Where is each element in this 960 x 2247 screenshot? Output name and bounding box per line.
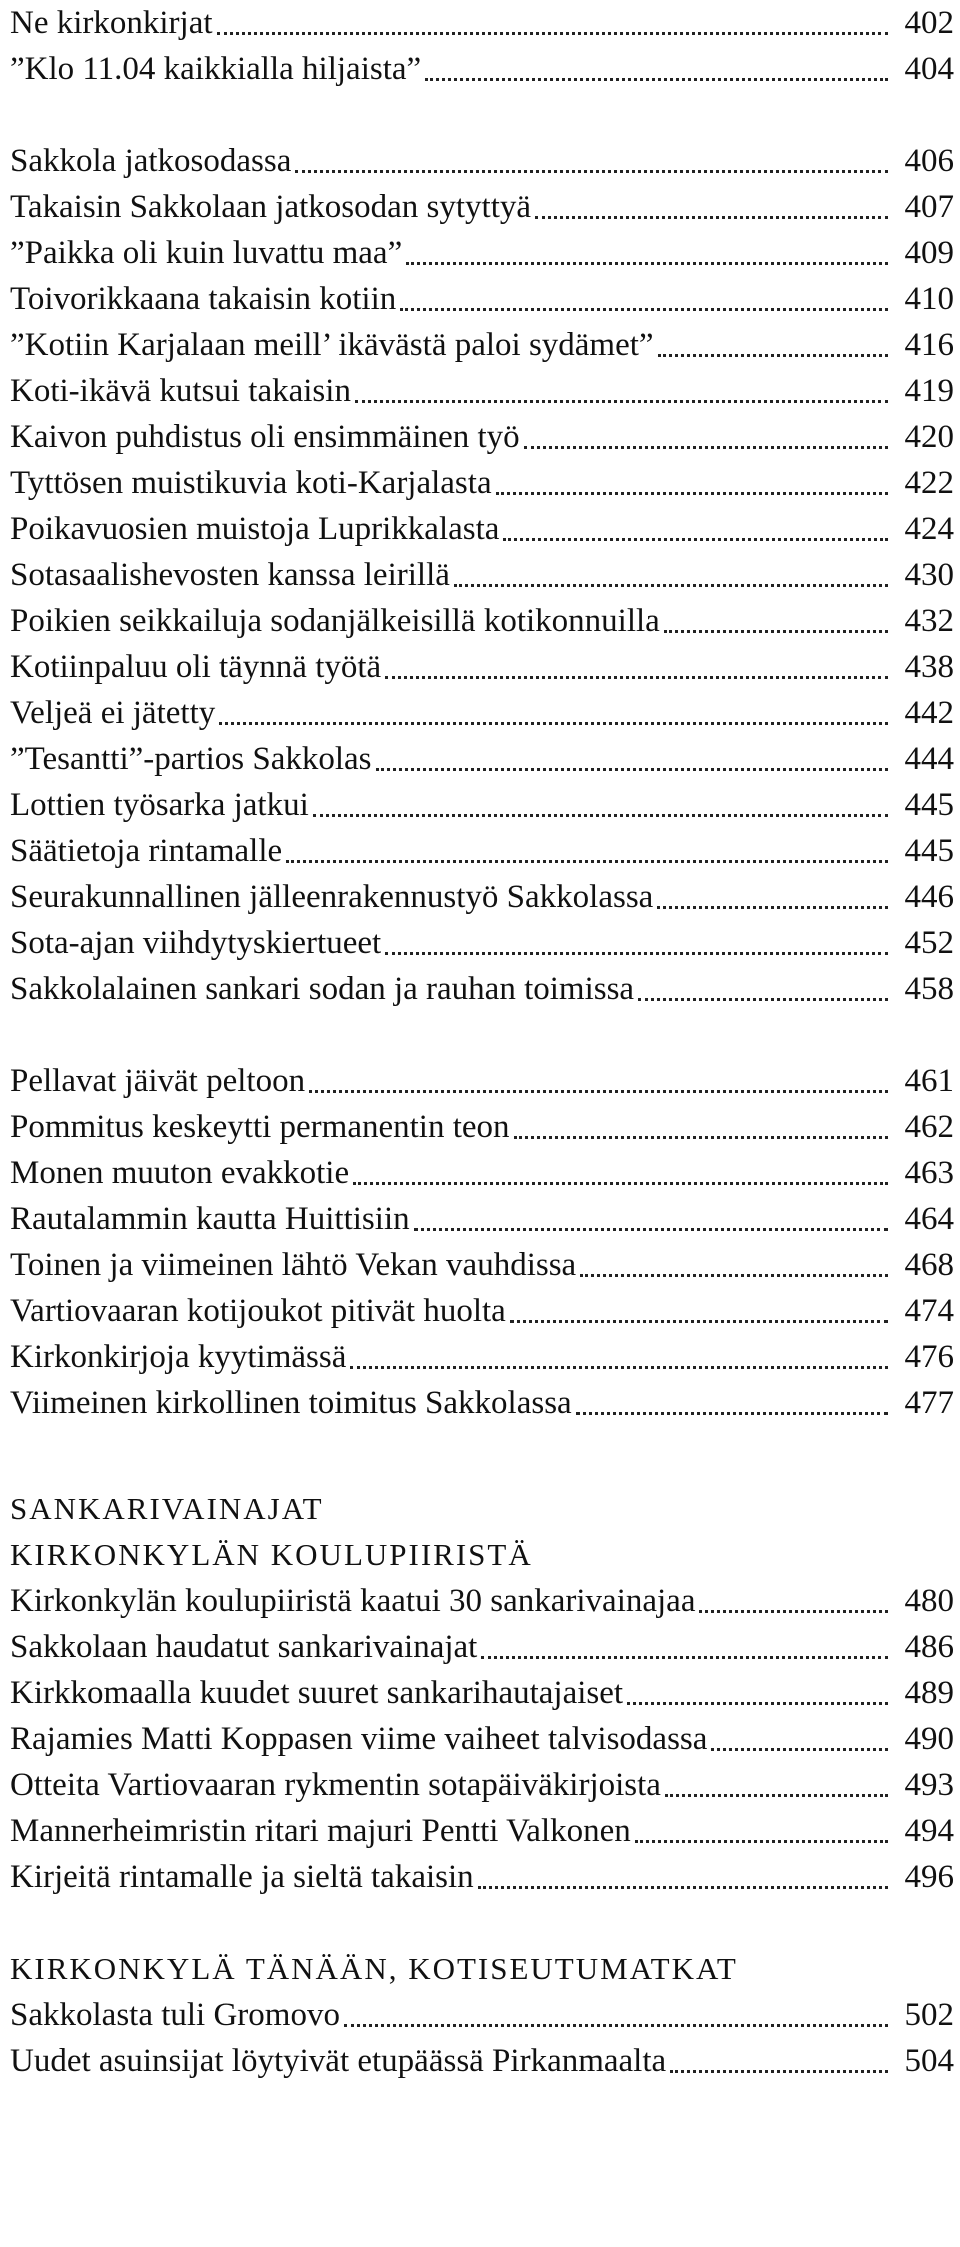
dot-leader xyxy=(353,1182,888,1185)
entry-page-number: 438 xyxy=(904,649,954,685)
entry-page-number: 493 xyxy=(904,1767,954,1803)
toc-entry xyxy=(10,368,954,414)
entry-page-number: 496 xyxy=(904,1859,954,1895)
entry-page-number: 504 xyxy=(904,2043,954,2079)
dot-leader xyxy=(670,2070,888,2073)
dot-leader xyxy=(309,1090,888,1093)
toc-section xyxy=(10,138,954,1012)
toc-entry xyxy=(10,1150,954,1196)
section-gap xyxy=(10,92,954,138)
toc-section xyxy=(10,1486,954,1900)
toc-entry xyxy=(10,966,954,1012)
entry-page-number: 463 xyxy=(904,1155,954,1191)
toc-entry xyxy=(10,506,954,552)
dot-leader xyxy=(478,1886,888,1889)
toc-entry xyxy=(10,1992,954,2038)
entry-page-number: 422 xyxy=(904,465,954,501)
toc-entry xyxy=(10,690,954,736)
toc-entry xyxy=(10,552,954,598)
toc-entry xyxy=(10,1624,954,1670)
entry-page-number: 502 xyxy=(904,1997,954,2033)
dot-leader xyxy=(217,32,888,35)
entry-page-number: 407 xyxy=(904,189,954,225)
entry-page-number: 402 xyxy=(904,5,954,41)
section-heading: KIRKONKYLÄ TÄNÄÄN, KOTISEUTUMATKAT xyxy=(10,1951,738,1986)
entry-title: Kirkonkirjoja kyytimässä xyxy=(10,1339,347,1375)
dot-leader xyxy=(699,1610,888,1613)
toc-entry xyxy=(10,322,954,368)
toc-entry xyxy=(10,138,954,184)
entry-title: Ne kirkonkirjat xyxy=(10,5,213,41)
dot-leader xyxy=(576,1412,888,1415)
entry-title: Kirkkomaalla kuudet suuret sankarihautajaiset xyxy=(10,1675,624,1711)
entry-page-number: 430 xyxy=(904,557,954,593)
entry-page-number: 445 xyxy=(904,833,954,869)
entry-page-number: 486 xyxy=(904,1629,954,1665)
entry-page-number: 462 xyxy=(904,1109,954,1145)
toc-entry xyxy=(10,2038,954,2084)
entry-title: Toinen ja viimeinen lähtö Vekan vauhdissa xyxy=(10,1247,577,1283)
entry-title: Poikavuosien muistoja Luprikkalasta xyxy=(10,511,500,547)
entry-page-number: 461 xyxy=(904,1063,954,1099)
entry-title: Sakkolaan haudatut sankarivainajat xyxy=(10,1629,478,1665)
entry-title: Toivorikkaana takaisin kotiin xyxy=(10,281,397,317)
dot-leader xyxy=(414,1228,888,1231)
entry-page-number: 464 xyxy=(904,1201,954,1237)
dot-leader xyxy=(635,1840,888,1843)
dot-leader xyxy=(627,1702,888,1705)
dot-leader xyxy=(286,860,888,863)
entry-title: ”Tesantti”-partios Sakkolas xyxy=(10,741,372,777)
entry-title: Monen muuton evakkotie xyxy=(10,1155,350,1191)
dot-leader xyxy=(638,998,888,1001)
entry-page-number: 424 xyxy=(904,511,954,547)
toc-entry xyxy=(10,782,954,828)
entry-title: Sotasaalishevosten kanssa leirillä xyxy=(10,557,450,593)
toc-entry xyxy=(10,1380,954,1426)
dot-leader xyxy=(344,2024,888,2027)
toc-entry xyxy=(10,736,954,782)
dot-leader xyxy=(510,1320,888,1323)
entry-title: Koti-ikävä kutsui takaisin xyxy=(10,373,351,409)
entry-page-number: 476 xyxy=(904,1339,954,1375)
entry-title: ”Paikka oli kuin luvattu maa” xyxy=(10,235,403,271)
entry-title: Viimeinen kirkollinen toimitus Sakkolassa xyxy=(10,1385,572,1421)
entry-page-number: 458 xyxy=(904,971,954,1007)
entry-page-number: 442 xyxy=(904,695,954,731)
toc-entry xyxy=(10,0,954,46)
entry-title: ”Klo 11.04 kaikkialla hiljaista” xyxy=(10,51,422,87)
dot-leader xyxy=(664,630,888,633)
dot-leader xyxy=(503,538,888,541)
dot-leader xyxy=(355,400,888,403)
entry-page-number: 477 xyxy=(904,1385,954,1421)
section-gap xyxy=(10,1426,954,1486)
entry-page-number: 406 xyxy=(904,143,954,179)
entry-page-number: 468 xyxy=(904,1247,954,1283)
entry-page-number: 445 xyxy=(904,787,954,823)
toc-entry xyxy=(10,598,954,644)
entry-title: ”Kotiin Karjalaan meill’ ikävästä paloi sydämet” xyxy=(10,327,654,363)
toc-section xyxy=(10,0,954,92)
dot-leader xyxy=(376,768,888,771)
toc-entry xyxy=(10,644,954,690)
entry-title: Sakkolalainen sankari sodan ja rauhan toimissa xyxy=(10,971,635,1007)
dot-leader xyxy=(295,170,888,173)
toc-entry xyxy=(10,1196,954,1242)
entry-title: Seurakunnallinen jälleenrakennustyö Sakkolassa xyxy=(10,879,654,915)
toc-entry xyxy=(10,460,954,506)
entry-title: Pommitus keskeytti permanentin teon xyxy=(10,1109,510,1145)
entry-page-number: 452 xyxy=(904,925,954,961)
dot-leader xyxy=(524,446,888,449)
entry-title: Mannerheimristin ritari majuri Pentti Valkonen xyxy=(10,1813,631,1849)
entry-page-number: 490 xyxy=(904,1721,954,1757)
entry-title: Sakkolasta tuli Gromovo xyxy=(10,1997,340,2033)
section-gap xyxy=(10,1900,954,1946)
toc-section xyxy=(10,1946,954,2084)
toc-entry xyxy=(10,414,954,460)
entry-title: Tyttösen muistikuvia koti-Karjalasta xyxy=(10,465,492,501)
toc-entry xyxy=(10,46,954,92)
toc-entry xyxy=(10,1670,954,1716)
toc-entry xyxy=(10,230,954,276)
dot-leader xyxy=(219,722,888,725)
toc-entry xyxy=(10,874,954,920)
dot-leader xyxy=(580,1274,888,1277)
entry-title: Sota-ajan viihdytyskiertueet xyxy=(10,925,382,961)
dot-leader xyxy=(313,814,888,817)
entry-title: Takaisin Sakkolaan jatkosodan sytyttyä xyxy=(10,189,532,225)
entry-page-number: 416 xyxy=(904,327,954,363)
entry-title: Kirjeitä rintamalle ja sieltä takaisin xyxy=(10,1859,474,1895)
toc-entry xyxy=(10,1578,954,1624)
toc-entry xyxy=(10,1808,954,1854)
toc-entry xyxy=(10,184,954,230)
dot-leader xyxy=(481,1656,888,1659)
dot-leader xyxy=(665,1794,888,1797)
entry-title: Säätietoja rintamalle xyxy=(10,833,283,869)
entry-title: Vartiovaaran kotijoukot pitivät huolta xyxy=(10,1293,506,1329)
toc-entry xyxy=(10,1104,954,1150)
dot-leader xyxy=(514,1136,888,1139)
dot-leader xyxy=(658,354,888,357)
entry-title: Sakkola jatkosodassa xyxy=(10,143,292,179)
toc-entry xyxy=(10,1762,954,1808)
entry-title: Rautalammin kautta Huittisiin xyxy=(10,1201,410,1237)
toc-entry xyxy=(10,1058,954,1104)
toc-entry xyxy=(10,276,954,322)
toc-entry xyxy=(10,1334,954,1380)
entry-title: Uudet asuinsijat löytyivät etupäässä Pirkanmaalta xyxy=(10,2043,667,2079)
toc-entry xyxy=(10,828,954,874)
dot-leader xyxy=(657,906,888,909)
entry-page-number: 419 xyxy=(904,373,954,409)
entry-page-number: 474 xyxy=(904,1293,954,1329)
dot-leader xyxy=(711,1748,888,1751)
table-of-contents xyxy=(10,0,954,2084)
entry-page-number: 480 xyxy=(904,1583,954,1619)
dot-leader xyxy=(535,216,888,219)
dot-leader xyxy=(400,308,888,311)
dot-leader xyxy=(350,1366,888,1369)
section-heading: SANKARIVAINAJAT xyxy=(10,1491,324,1526)
entry-title: Kirkonkylän koulupiiristä kaatui 30 sankarivainajaa xyxy=(10,1583,696,1619)
toc-entry xyxy=(10,1854,954,1900)
dot-leader xyxy=(406,262,888,265)
dot-leader xyxy=(385,952,888,955)
dot-leader xyxy=(425,78,888,81)
entry-title: Rajamies Matti Koppasen viime vaiheet talvisodassa xyxy=(10,1721,708,1757)
toc-entry xyxy=(10,1716,954,1762)
entry-title: Poikien seikkailuja sodanjälkeisillä kotikonnuilla xyxy=(10,603,660,639)
entry-title: Kotiinpaluu oli täynnä työtä xyxy=(10,649,382,685)
entry-page-number: 494 xyxy=(904,1813,954,1849)
entry-title: Veljeä ei jätetty xyxy=(10,695,216,731)
entry-page-number: 444 xyxy=(904,741,954,777)
toc-entry xyxy=(10,920,954,966)
section-heading: KIRKONKYLÄN KOULUPIIRISTÄ xyxy=(10,1537,533,1572)
dot-leader xyxy=(454,584,888,587)
dot-leader xyxy=(385,676,888,679)
toc-entry xyxy=(10,1242,954,1288)
entry-title: Lottien työsarka jatkui xyxy=(10,787,309,823)
dot-leader xyxy=(496,492,888,495)
entry-page-number: 489 xyxy=(904,1675,954,1711)
toc-entry xyxy=(10,1288,954,1334)
entry-page-number: 409 xyxy=(904,235,954,271)
entry-page-number: 410 xyxy=(904,281,954,317)
entry-page-number: 404 xyxy=(904,51,954,87)
entry-title: Otteita Vartiovaaran rykmentin sotapäiväkirjoista xyxy=(10,1767,661,1803)
entry-page-number: 432 xyxy=(904,603,954,639)
entry-page-number: 420 xyxy=(904,419,954,455)
entry-page-number: 446 xyxy=(904,879,954,915)
toc-section xyxy=(10,1058,954,1426)
entry-title: Kaivon puhdistus oli ensimmäinen työ xyxy=(10,419,520,455)
entry-title: Pellavat jäivät peltoon xyxy=(10,1063,306,1099)
section-gap xyxy=(10,1012,954,1058)
